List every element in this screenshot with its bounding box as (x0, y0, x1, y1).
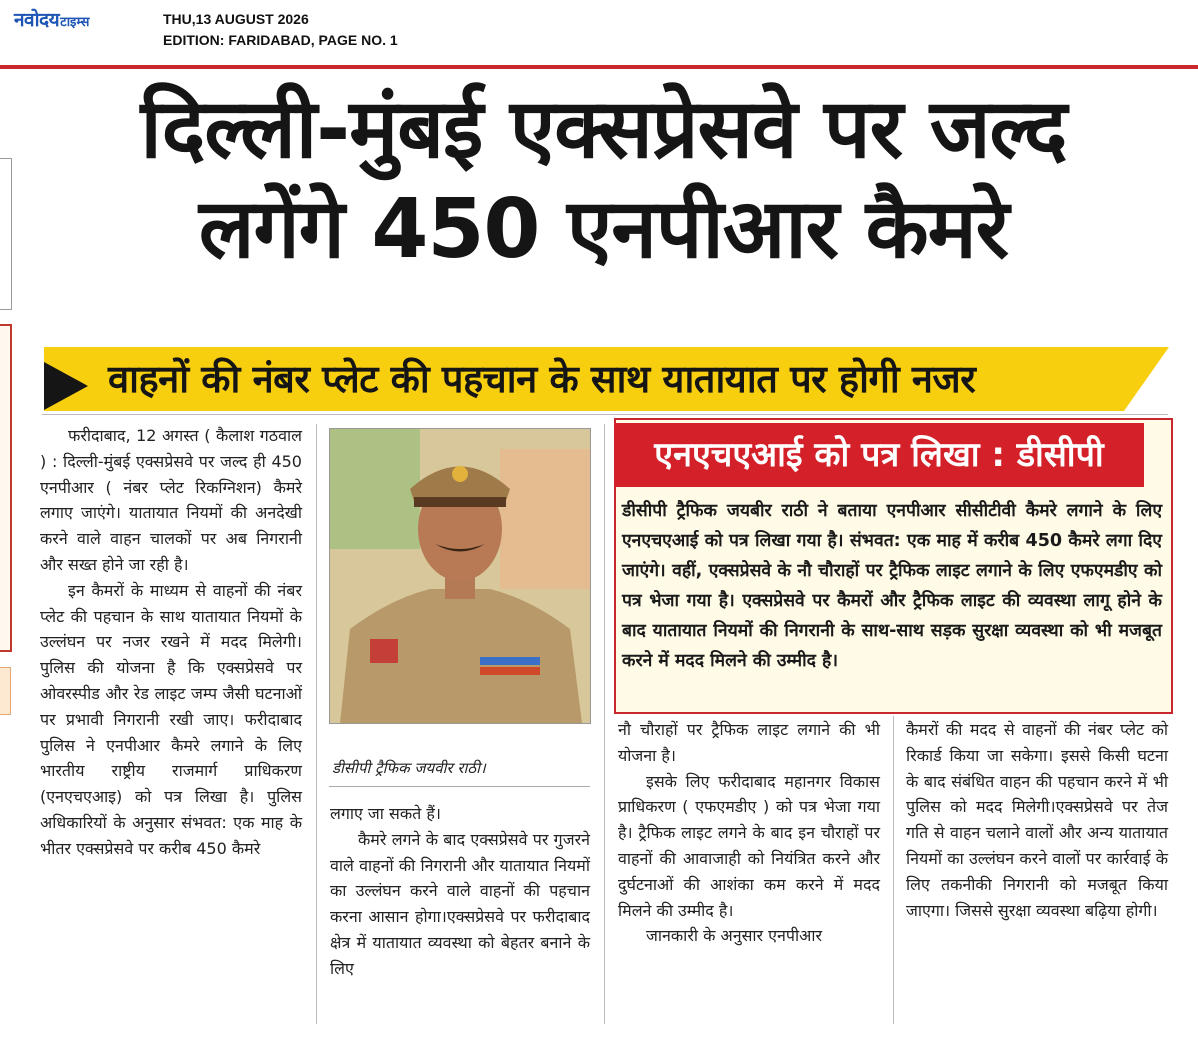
article-paragraph: कैमरों की मदद से वाहनों की नंबर प्लेट को रिकार्ड किया जा सकेगा। इससे किसी घटना के बाद संबंधित वाहन की पहचान करने में भी पुलिस को मदद मिलेगी।एक्सप्रेसवे पर तेज गति से वाहन चलाने वालों और अन्य यातायात नियमों का उल्लंघन करने वालों पर कार्रवाई के लिए तकनीकी निगरानी को मजबूत किया जाएगा। जिससे सुरक्षा व्यवस्था बढ़िया होगी। (906, 720, 1168, 920)
left-clip-box (0, 158, 12, 310)
masthead (0, 0, 1198, 64)
article-column-1 (40, 423, 302, 862)
photo-caption: डीसीपी ट्रैफिक जयवीर राठी। (332, 759, 486, 777)
logo-main: नवोदय (14, 9, 60, 31)
left-adjacent-clipping (0, 70, 13, 1046)
column-divider (893, 716, 894, 1024)
sidebar-heading: एनएचएआई को पत्र लिखा : डीसीपी (614, 423, 1144, 487)
article-paragraph: इसके लिए फरीदाबाद महानगर विकास प्राधिकरण ( एफएमडीए ) को पत्र भेजा गया है। ट्रैफिक लाइट लगने के बाद इन चौराहों पर वाहनों की आवाजाही को नियंत्रित करने और दुर्घटनाओं की आशंका कम करने में मदद मिलने की उम्मीद है। (618, 771, 880, 920)
left-clip-box-red (0, 324, 12, 652)
headline-line-2: लगेंगे 450 एनपीआर कैमरे (198, 182, 1009, 277)
officer-photo (329, 428, 591, 724)
masthead-rule (0, 65, 1198, 69)
article-column-2 (330, 801, 590, 982)
column-divider (316, 424, 317, 1024)
edition-line: EDITION: FARIDABAD, PAGE NO. 1 (163, 32, 398, 48)
article-paragraph: जानकारी के अनुसार एनपीआर (646, 926, 823, 946)
date-line: THU,13 AUGUST 2026 (163, 11, 309, 27)
article-paragraph: कैमरे लगने के बाद एक्सप्रेसवे पर गुजरने वाले वाहनों की निगरानी और यातायात नियमों का उल्लंघन करने वाले वाहनों की पहचान करना आसान होगा।एक्सप्रेसवे पर फरीदाबाद क्षेत्र में यातायात व्यवस्था को बेहतर बनाने के लिए (330, 829, 590, 978)
sidebar-body: डीसीपी ट्रैफिक जयबीर राठी ने बताया एनपीआर सीसीटीवी कैमरे लगाने के लिए एनएचएआई को पत्र लिखा गया है। संभवत: एक माह में करीब 450 कैमरे लगा दिए जाएंगे। वहीं, एक्सप्रेसवे के नौ चौराहों पर ट्रैफिक लाइट लगाने के लिए एफएमडीए को पत्र भेजा गया है। एक्सप्रेसवे पर कैमरों और ट्रैफिक लाइट की व्यवस्था लागू होने के बाद यातायात नियमों की निगरानी के साथ-साथ सड़क सुरक्षा व्यवस्था को भी मजबूत करने में मदद मिलने की उम्मीद है। (622, 501, 1162, 671)
headline-line-1: दिल्ली-मुंबई एक्सप्रेसवे पर जल्द (140, 82, 1067, 177)
officer-photo-illustration (330, 429, 590, 723)
headline (36, 80, 1171, 280)
newspaper-logo[interactable] (14, 6, 89, 32)
article-paragraph: नौ चौराहों पर ट्रैफिक लाइट लगाने की भी योजना है। (618, 720, 880, 765)
article-paragraph: इन कैमरों के माध्यम से वाहनों की नंबर प्लेट की पहचान के साथ यातायात नियमों के उल्लंघन पर नजर रखने में मदद मिलेगी। पुलिस की योजना है कि एक्सप्रेसवे पर ओवरस्पीड और रेड लाइट जम्प जैसी घटनाओं पर प्रभावी निगरानी रखी जाए। फरीदाबाद पुलिस ने एनपीआर कैमरे लगाने के लिए भारतीय राष्ट्रीय राजमार्ग प्राधिकरण (एनएचएआइ) को पत्र लिखा है। पुलिस अधिकारियों के अनुसार संभवत: एक माह के भीतर एक्सप्रेसवे पर करीब 450 कैमरे (40, 580, 302, 858)
logo-sub: टाइम्स (60, 15, 90, 30)
article-column-4 (906, 717, 1168, 923)
caption-rule (329, 786, 590, 787)
article-paragraph: लगाए जा सकते हैं। (330, 804, 441, 823)
section-divider (42, 414, 1168, 415)
left-clip-box-orange (0, 667, 11, 715)
right-adjacent-clipping (1186, 70, 1198, 1046)
edition-info (163, 9, 398, 51)
column-divider (604, 424, 605, 1024)
deck-subheadline: वाहनों की नंबर प्लेट की पहचान के साथ यातायात पर होगी नजर (108, 357, 976, 401)
article-paragraph: फरीदाबाद, 12 अगस्त ( कैलाश गठवाल ) : दिल्ली-मुंबई एक्सप्रेसवे पर जल्द ही 450 एनपीआर ( नंबर प्लेट रिकग्निशन) कैमरे लगाए जाएंगे। यातायात नियमों की अनदेखी करने वाले वाहन चालकों पर अब निगरानी और सख्त होने जा रही है। (40, 426, 302, 574)
article-column-3 (618, 717, 880, 949)
deck-arrow-icon (44, 362, 88, 410)
